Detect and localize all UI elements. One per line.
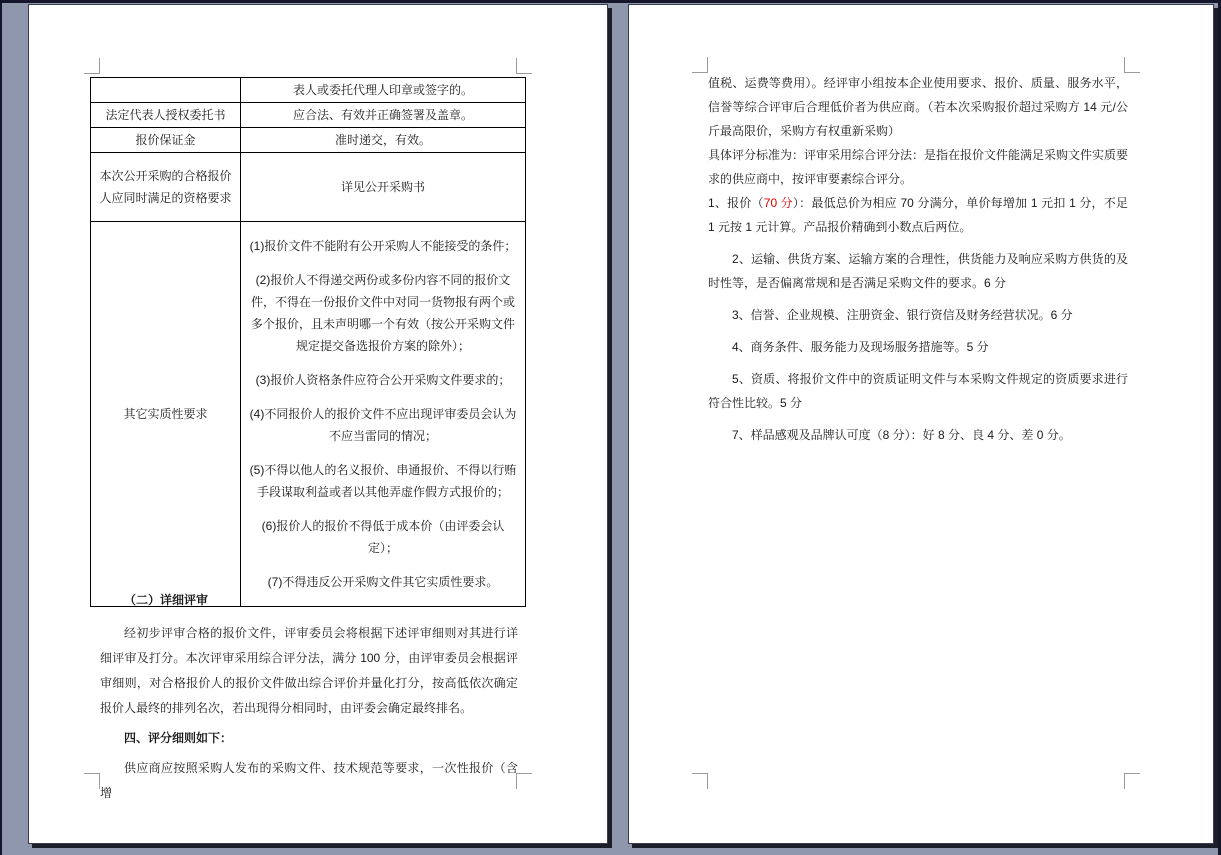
paragraph-detail-review: 经初步评审合格的报价文件，评审委员会将根据下述评审细则对其进行详细评审及打分。本次评审采用综合评分法，满分 100 分，由评审委员会根据评审细则，对合格报价人的报价文件做出综合评价并量化打分，按高低依次确定报价人最终的排列名次，若出现得分相同时，由评委会确定最终排名。 bbox=[100, 626, 518, 715]
substantive-requirement-item: (7)不得违反公开采购文件其它实质性要求。 bbox=[267, 575, 499, 589]
preliminary-review-table[interactable] bbox=[90, 77, 526, 607]
substantive-requirement-item: (5)不得以他人的名义报价、串通报价、不得以行贿手段谋取利益或者以其他弄虚作假方式报价的； bbox=[249, 463, 517, 499]
text-boundary-mark-bottom-left bbox=[84, 773, 100, 789]
row-value-cell: 表人或委托代理人印章或签字的。 bbox=[241, 78, 526, 103]
table-row bbox=[91, 128, 526, 153]
scoring-item-sample: 7、样品感观及品牌认可度（8 分）：好 8 分、良 4 分、差 0 分。 bbox=[732, 428, 1071, 442]
substantive-requirement-item: (2)报价人不得递交两份或多份内容不同的报价文件，不得在一份报价文件中对同一货物报有两个或多个报价，且未声明哪一个有效（按公开采购文件规定提交备选报价方案的除外）； bbox=[250, 273, 515, 353]
row-value-cell bbox=[241, 222, 526, 607]
page2-body-text[interactable] bbox=[708, 71, 1128, 447]
row-label-cell: 法定代表人授权委托书 bbox=[91, 103, 241, 128]
scoring-item-reputation: 3、信誉、企业规模、注册资金、银行资信及财务经营状况。6 分 bbox=[732, 308, 1073, 322]
substantive-requirement-item: (4)不同报价人的报价文件不应出现评审委员会认为不应当雷同的情况； bbox=[249, 407, 517, 443]
table-row bbox=[91, 78, 526, 103]
paragraph-supplier-quote: 供应商应按照采购人发布的采购文件、技术规范等要求，一次性报价（含增 bbox=[100, 761, 518, 800]
row-label-cell: 本次公开采购的合格报价人应同时满足的资格要求 bbox=[91, 153, 241, 222]
scoring-item-transport: 2、运输、供货方案、运输方案的合理性，供货能力及响应采购方供货的及时性等，是否偏离常规和是否满足采购文件的要求。6 分 bbox=[708, 252, 1128, 290]
window-frame-top bbox=[0, 0, 1221, 3]
paragraph-continuation: 值税、运费等费用）。经评审小组按本企业使用要求、报价、质量、服务水平，信誉等综合评审后合理低价者为供应商。（若本次采购报价超过采购方 14 元/公斤最高限价，采购方有权重新采购） bbox=[708, 76, 1128, 138]
heading-detail-review: （二）详细评审 bbox=[124, 593, 209, 607]
row-label-cell: 报价保证金 bbox=[91, 128, 241, 153]
substantive-requirement-item: (3)报价人资格条件应符合公开采购文件要求的； bbox=[255, 373, 511, 387]
scoring-item-commercial: 4、商务条件、服务能力及现场服务措施等。5 分 bbox=[732, 340, 989, 354]
table-row bbox=[91, 103, 526, 128]
table-row bbox=[91, 222, 526, 607]
text-boundary-mark-bottom-right bbox=[1124, 773, 1140, 789]
price-item-prefix: 1、报价（ bbox=[708, 196, 764, 210]
row-value-cell: 应合法、有效并正确签署及盖章。 bbox=[241, 103, 526, 128]
substantive-requirement-item: (1)报价文件不能附有公开采购人不能接受的条件； bbox=[249, 239, 517, 253]
row-value-cell: 详见公开采购书 bbox=[241, 153, 526, 222]
window-frame-left bbox=[0, 0, 2, 855]
text-boundary-mark-bottom-left bbox=[692, 773, 708, 789]
price-score-highlight: 70 分 bbox=[763, 196, 793, 210]
substantive-requirement-item: (6)报价人的报价不得低于成本价（由评委会认定）； bbox=[261, 519, 505, 555]
text-boundary-mark-top-right bbox=[516, 58, 532, 74]
row-value-cell: 准时递交，有效。 bbox=[241, 128, 526, 153]
row-label-cell: 其它实质性要求 bbox=[91, 222, 241, 607]
price-item-suffix: ）：最低总价为相应 70 分满分，单价每增加 1 元扣 1 分，不足 1 元按 1 元计算。产品报价精确到小数点后两位。 bbox=[708, 196, 1128, 234]
text-boundary-mark-top-left bbox=[692, 57, 708, 73]
page1-body-text[interactable] bbox=[100, 583, 518, 806]
paragraph-scoring-standard: 具体评分标准为：评审采用综合评分法：是指在报价文件能满足采购文件实质要求的供应商中，按评审要素综合评分。 bbox=[708, 148, 1129, 186]
scoring-item-qualification: 5、资质、将报价文件中的资质证明文件与本采购文件规定的资质要求进行符合性比较。5 分 bbox=[708, 372, 1128, 410]
document-page-2[interactable] bbox=[628, 4, 1214, 844]
row-label-cell bbox=[91, 78, 241, 103]
text-boundary-mark-bottom-right bbox=[516, 773, 532, 789]
heading-scoring-rules: 四、评分细则如下： bbox=[124, 731, 233, 745]
text-boundary-mark-top-left bbox=[84, 58, 100, 74]
scoring-item-price bbox=[708, 191, 1128, 239]
document-page-1[interactable] bbox=[28, 4, 608, 844]
table-row bbox=[91, 153, 526, 222]
